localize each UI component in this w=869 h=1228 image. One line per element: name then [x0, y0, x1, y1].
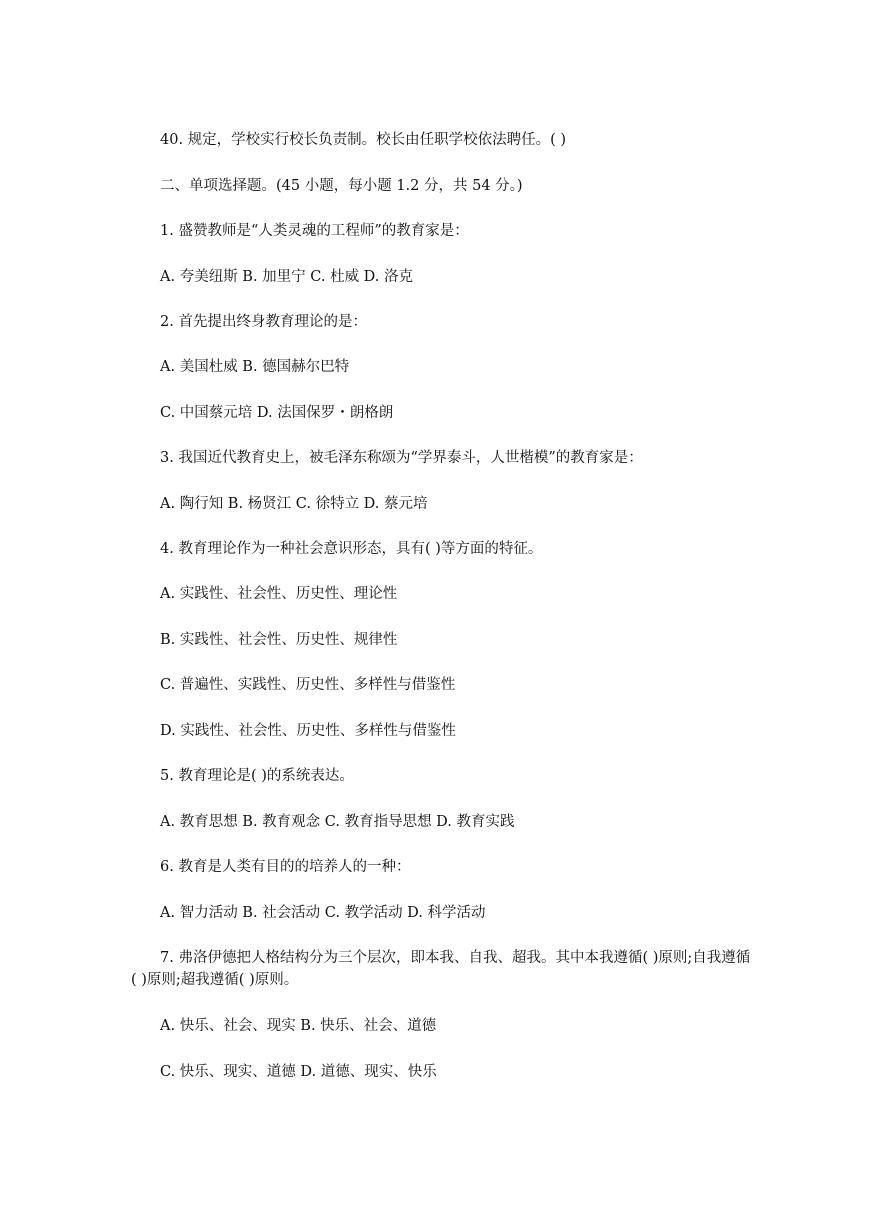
question-40-text: 40. 规定，学校实行校长负责制。校长由任职学校依法聘任。( ) — [160, 132, 567, 148]
question-3-text: 3. 我国近代教育史上，被毛泽东称颂为“学界泰斗，人世楷模”的教育家是： — [160, 450, 643, 466]
question-6-text: 6. 教育是人类有目的的培养人的一种： — [160, 859, 411, 875]
question-2-options-ab: A. 美国杜威 B. 德国赫尔巴特 — [160, 359, 350, 375]
question-4-option-a: A. 实践性、社会性、历史性、理论性 — [160, 586, 398, 602]
question-1-text: 1. 盛赞教师是“人类灵魂的工程师”的教育家是： — [160, 223, 469, 239]
question-2-text: 2. 首先提出终身教育理论的是： — [160, 314, 367, 330]
question-3-options: A. 陶行知 B. 杨贤江 C. 徐特立 D. 蔡元培 — [160, 496, 428, 512]
question-4-option-d: D. 实践性、社会性、历史性、多样性与借鉴性 — [160, 723, 456, 739]
question-5-text: 5. 教育理论是( )的系统表达。 — [160, 768, 354, 784]
question-2-options-cd: C. 中国蔡元培 D. 法国保罗・朗格朗 — [160, 405, 394, 421]
question-4-option-b: B. 实践性、社会性、历史性、规律性 — [160, 632, 398, 648]
question-5-options: A. 教育思想 B. 教育观念 C. 教育指导思想 D. 教育实践 — [160, 814, 515, 830]
question-7-options-ab: A. 快乐、社会、现实 B. 快乐、社会、道德 — [160, 1018, 437, 1034]
question-7-text: 7. 弗洛伊德把人格结构分为三个层次，即本我、自我、超我。其中本我遵循( )原则;自我遵循( )原则;超我遵循( )原则。 — [131, 950, 751, 988]
question-4-text: 4. 教育理论作为一种社会意识形态，具有( )等方面的特征。 — [160, 541, 543, 557]
question-7-options-cd: C. 快乐、现实、道德 D. 道德、现实、快乐 — [160, 1064, 437, 1080]
section-heading: 二、单项选择题。(45 小题，每小题 1.2 分，共 54 分。) — [160, 178, 523, 194]
question-6-options: A. 智力活动 B. 社会活动 C. 教学活动 D. 科学活动 — [160, 905, 486, 921]
question-4-option-c: C. 普遍性、实践性、历史性、多样性与借鉴性 — [160, 677, 456, 693]
question-1-options: A. 夸美纽斯 B. 加里宁 C. 杜威 D. 洛克 — [160, 269, 414, 285]
